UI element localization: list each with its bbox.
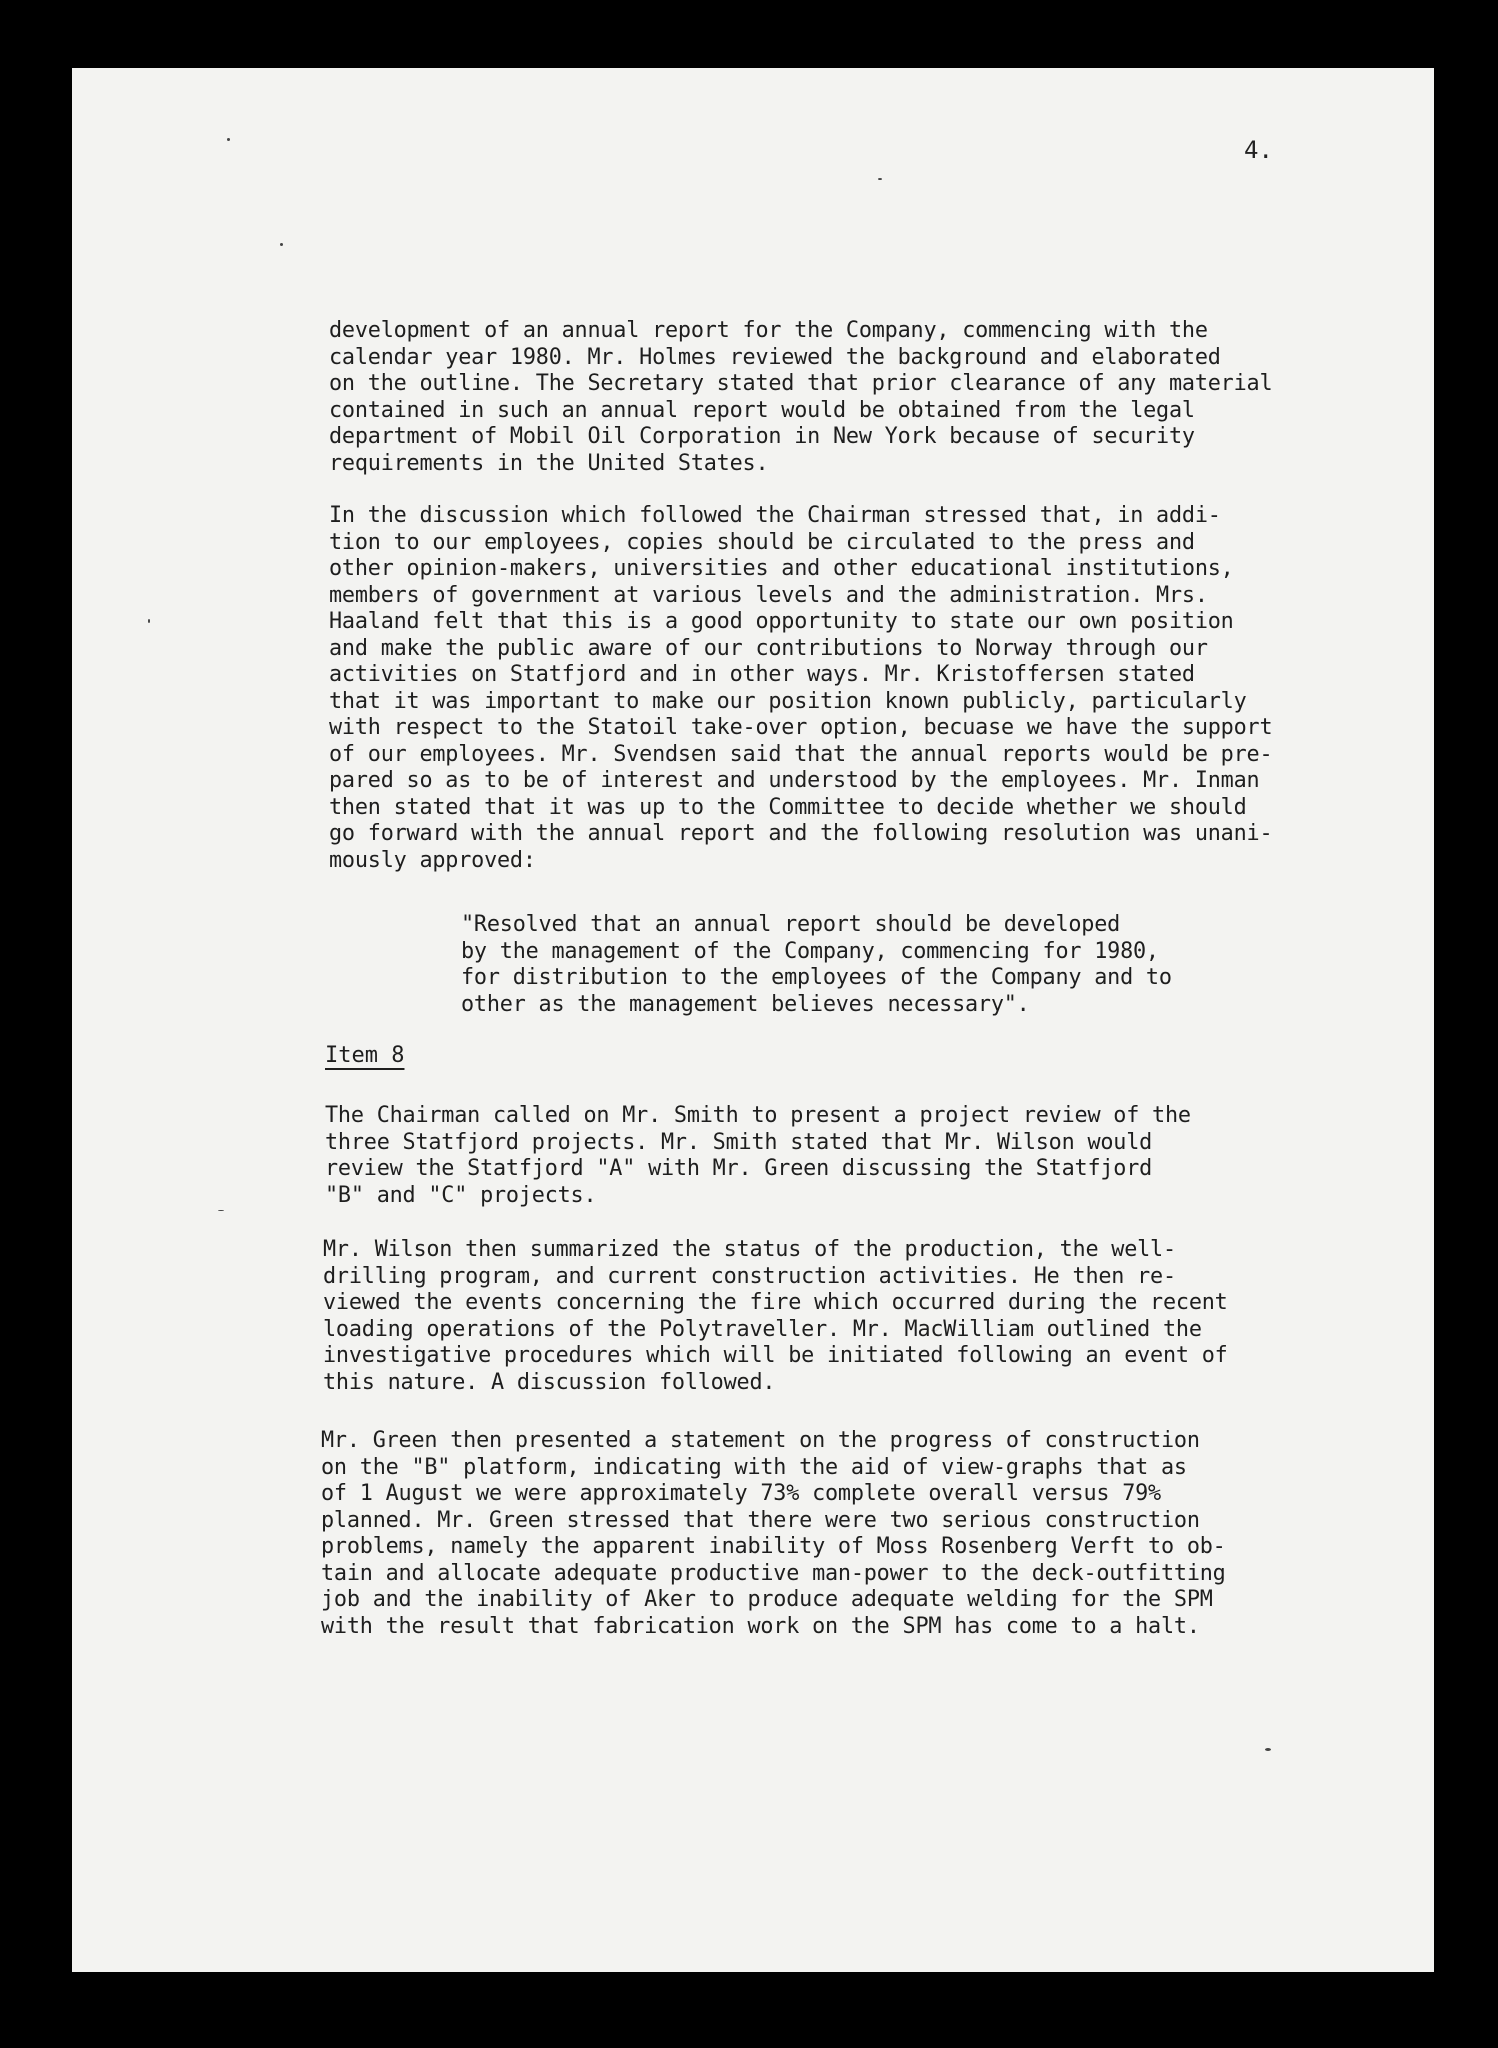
- scan-speck: [280, 243, 283, 246]
- scan-speck: [1265, 1748, 1271, 1751]
- resolution-quote: "Resolved that an annual report should be developed by the management of the Company, commencing for 1980, for distribution to the employees of the Company and to other as the management believes necessary".: [461, 912, 1172, 1017]
- scan-speck: [878, 178, 882, 180]
- paragraph-discussion: In the discussion which followed the Chairman stressed that, in addi- tion to our employees, copies should be circulated to the press and other opinion-makers, universities and other educational institutions, members of government at various levels and the administration. Mrs. Haaland felt that this is a good opportunity to state our own position and make the public aware of our contributions to Norway through our activities on Statfjord and in other ways. Mr. Kristoffersen stated that it was important to make our position known publicly, particularly with respect to the Statoil take-over option, becuase we have the support of our employees. Mr. Svendsen said that the annual reports would be pre- pared so as to be of interest and understood by the employees. Mr. Inman then stated that it was up to the Committee to decide whether we should go forward with the annual report and the following resolution was unani- mously approved:: [329, 503, 1273, 873]
- scan-speck: [148, 619, 150, 623]
- paragraph-green-statement: Mr. Green then presented a statement on the progress of construction on the "B" platform, indicating with the aid of view-graphs that as of 1 August we were approximately 73% complete overall versus 79% planned. Mr. Green stressed that there were two serious construction problems, namely the apparent inability of Moss Rosenberg Verft to ob- tain and allocate adequate productive man-power to the deck-outfitting job and the inability of Aker to produce adequate welding for the SPM with the result that fabrication work on the SPM has come to a halt.: [321, 1428, 1226, 1639]
- paragraph-project-review: The Chairman called on Mr. Smith to present a project review of the three Statfjord projects. Mr. Smith stated that Mr. Wilson would review the Statfjord "A" with Mr. Green discussing the Statfjord "B" and "C" projects.: [325, 1103, 1191, 1208]
- scan-speck: [227, 138, 230, 141]
- scan-speck: [218, 1210, 224, 1211]
- paragraph-wilson-summary: Mr. Wilson then summarized the status of the production, the well- drilling program, and current construction activities. He then re- viewed the events concerning the fire which occurred during the recent loading operations of the Polytraveller. Mr. MacWilliam outlined the investigative procedures which will be initiated following an event of this nature. A discussion followed.: [323, 1237, 1228, 1395]
- item-heading: Item 8: [325, 1043, 405, 1068]
- paragraph-annual-report-intro: development of an annual report for the Company, commencing with the calendar year 1980. Mr. Holmes reviewed the background and elaborated on the outline. The Secretary stated that prior clearance of any material contained in such an annual report would be obtained from the legal department of Mobil Oil Corporation in New York because of security requirements in the United States.: [329, 318, 1273, 476]
- page-number: 4.: [1244, 136, 1273, 164]
